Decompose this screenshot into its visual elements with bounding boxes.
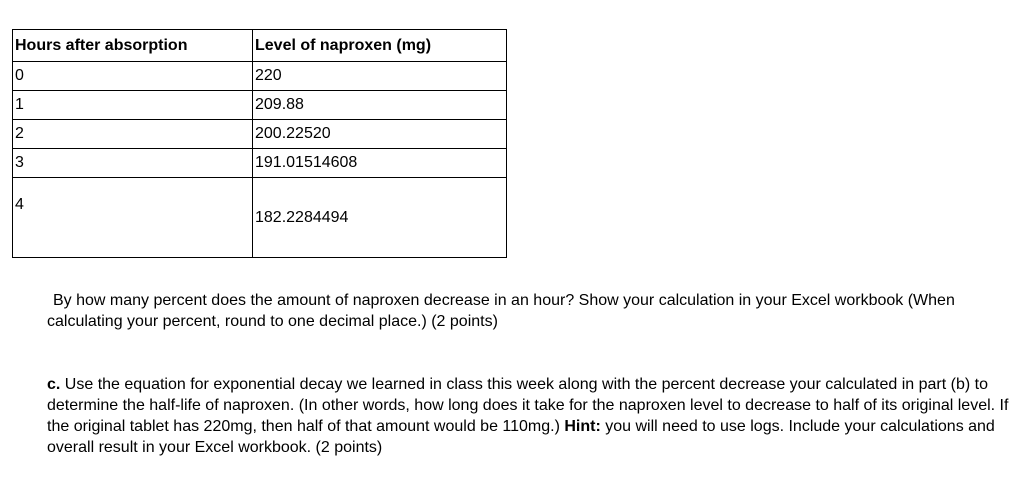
level-cell: 182.2284494 bbox=[253, 178, 507, 258]
header-hours: Hours after absorption bbox=[13, 30, 253, 62]
level-cell: 191.01514608 bbox=[253, 149, 507, 178]
table-header-row bbox=[13, 30, 507, 62]
question-c-label: c. bbox=[47, 376, 61, 393]
question-b bbox=[47, 290, 1007, 332]
hours-cell: 3 bbox=[13, 149, 253, 178]
table-row bbox=[13, 62, 507, 91]
table-row bbox=[13, 120, 507, 149]
question-b-text: By how many percent does the amount of naproxen decrease in an hour? Show your calculation in your Excel workbook (When calculating your percent, round to one decimal place.) (2 points) bbox=[47, 292, 955, 330]
naproxen-table bbox=[12, 29, 507, 258]
header-level: Level of naproxen (mg) bbox=[253, 30, 507, 62]
hours-cell: 0 bbox=[13, 62, 253, 91]
table-row bbox=[13, 178, 507, 258]
question-c-text-1: Use the equation for exponential decay we learned in class this week along with the percent decrease your calculated in part (b) to determine the half-life of naproxen. (In other words, how long does it take for the naproxen level to decrease to half of its original level. If the original tablet has 220mg, then half of that amount would be 110mg.) bbox=[47, 376, 1009, 435]
hours-cell: 1 bbox=[13, 91, 253, 120]
level-cell: 209.88 bbox=[253, 91, 507, 120]
hours-cell: 4 bbox=[13, 178, 253, 258]
table-row bbox=[13, 91, 507, 120]
table-row bbox=[13, 149, 507, 178]
level-cell: 200.22520 bbox=[253, 120, 507, 149]
question-c bbox=[47, 374, 1017, 458]
hint-label: Hint: bbox=[564, 418, 601, 435]
hours-cell: 2 bbox=[13, 120, 253, 149]
question-c-text-2: you will need to use logs. Include your calculations and overall result in your Excel workbook. (2 points) bbox=[47, 418, 995, 456]
level-cell: 220 bbox=[253, 62, 507, 91]
